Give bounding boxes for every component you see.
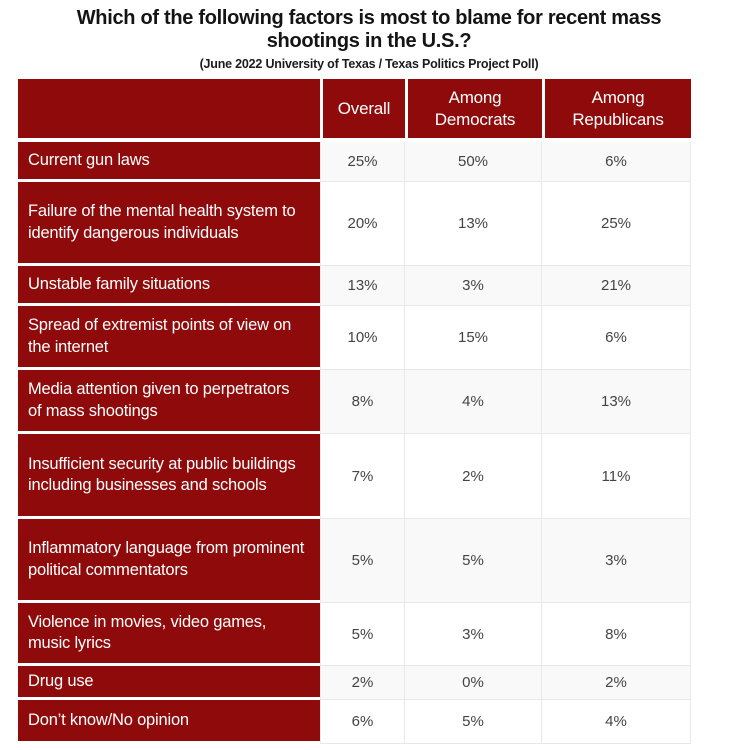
poll-results-table bbox=[18, 79, 691, 744]
row-label: Don’t know/No opinion bbox=[18, 700, 320, 744]
cell-republicans: 2% bbox=[542, 666, 691, 700]
cell-democrats: 2% bbox=[405, 434, 542, 519]
row-label: Current gun laws bbox=[18, 142, 320, 182]
header-among-democrats: Among Democrats bbox=[405, 79, 542, 142]
page-subtitle: (June 2022 University of Texas / Texas Politics Project Poll) bbox=[199, 57, 539, 72]
cell-republicans: 21% bbox=[542, 266, 691, 306]
table-row bbox=[18, 182, 691, 266]
cell-democrats: 50% bbox=[405, 142, 542, 182]
table-row bbox=[18, 142, 691, 182]
row-label: Insufficient security at public buildings including businesses and schools bbox=[18, 434, 320, 519]
table-row bbox=[18, 266, 691, 306]
row-label: Spread of extremist points of view on the internet bbox=[18, 306, 320, 370]
table-row bbox=[18, 306, 691, 370]
cell-republicans: 6% bbox=[542, 306, 691, 370]
row-label: Media attention given to perpetrators of mass shootings bbox=[18, 370, 320, 434]
cell-democrats: 4% bbox=[405, 370, 542, 434]
row-label: Failure of the mental health system to identify dangerous individuals bbox=[18, 182, 320, 266]
row-label: Drug use bbox=[18, 666, 320, 700]
row-label: Violence in movies, video games, music lyrics bbox=[18, 603, 320, 666]
cell-republicans: 4% bbox=[542, 700, 691, 744]
cell-overall: 8% bbox=[320, 370, 405, 434]
row-label: Unstable family situations bbox=[18, 266, 320, 306]
cell-overall: 13% bbox=[320, 266, 405, 306]
cell-overall: 5% bbox=[320, 603, 405, 666]
cell-republicans: 11% bbox=[542, 434, 691, 519]
poll-results-page bbox=[0, 7, 738, 750]
cell-overall: 25% bbox=[320, 142, 405, 182]
table-row bbox=[18, 370, 691, 434]
cell-republicans: 25% bbox=[542, 182, 691, 266]
cell-republicans: 8% bbox=[542, 603, 691, 666]
cell-democrats: 0% bbox=[405, 666, 542, 700]
table-header-row bbox=[18, 79, 691, 142]
cell-republicans: 6% bbox=[542, 142, 691, 182]
cell-overall: 5% bbox=[320, 519, 405, 603]
table-row bbox=[18, 434, 691, 519]
cell-overall: 7% bbox=[320, 434, 405, 519]
cell-overall: 10% bbox=[320, 306, 405, 370]
table-row bbox=[18, 519, 691, 603]
cell-democrats: 5% bbox=[405, 519, 542, 603]
cell-democrats: 3% bbox=[405, 266, 542, 306]
table-row bbox=[18, 666, 691, 700]
cell-democrats: 15% bbox=[405, 306, 542, 370]
cell-overall: 2% bbox=[320, 666, 405, 700]
cell-republicans: 13% bbox=[542, 370, 691, 434]
header-overall: Overall bbox=[320, 79, 405, 142]
header-among-republicans: Among Republicans bbox=[542, 79, 691, 142]
cell-democrats: 3% bbox=[405, 603, 542, 666]
header-empty-cell bbox=[18, 79, 320, 142]
table-row bbox=[18, 603, 691, 666]
row-label: Inflammatory language from prominent political commentators bbox=[18, 519, 320, 603]
cell-overall: 20% bbox=[320, 182, 405, 266]
cell-republicans: 3% bbox=[542, 519, 691, 603]
cell-overall: 6% bbox=[320, 700, 405, 744]
cell-democrats: 5% bbox=[405, 700, 542, 744]
table-row bbox=[18, 700, 691, 744]
cell-democrats: 13% bbox=[405, 182, 542, 266]
page-title: Which of the following factors is most to blame for recent mass shootings in the U.S.? bbox=[76, 7, 662, 52]
